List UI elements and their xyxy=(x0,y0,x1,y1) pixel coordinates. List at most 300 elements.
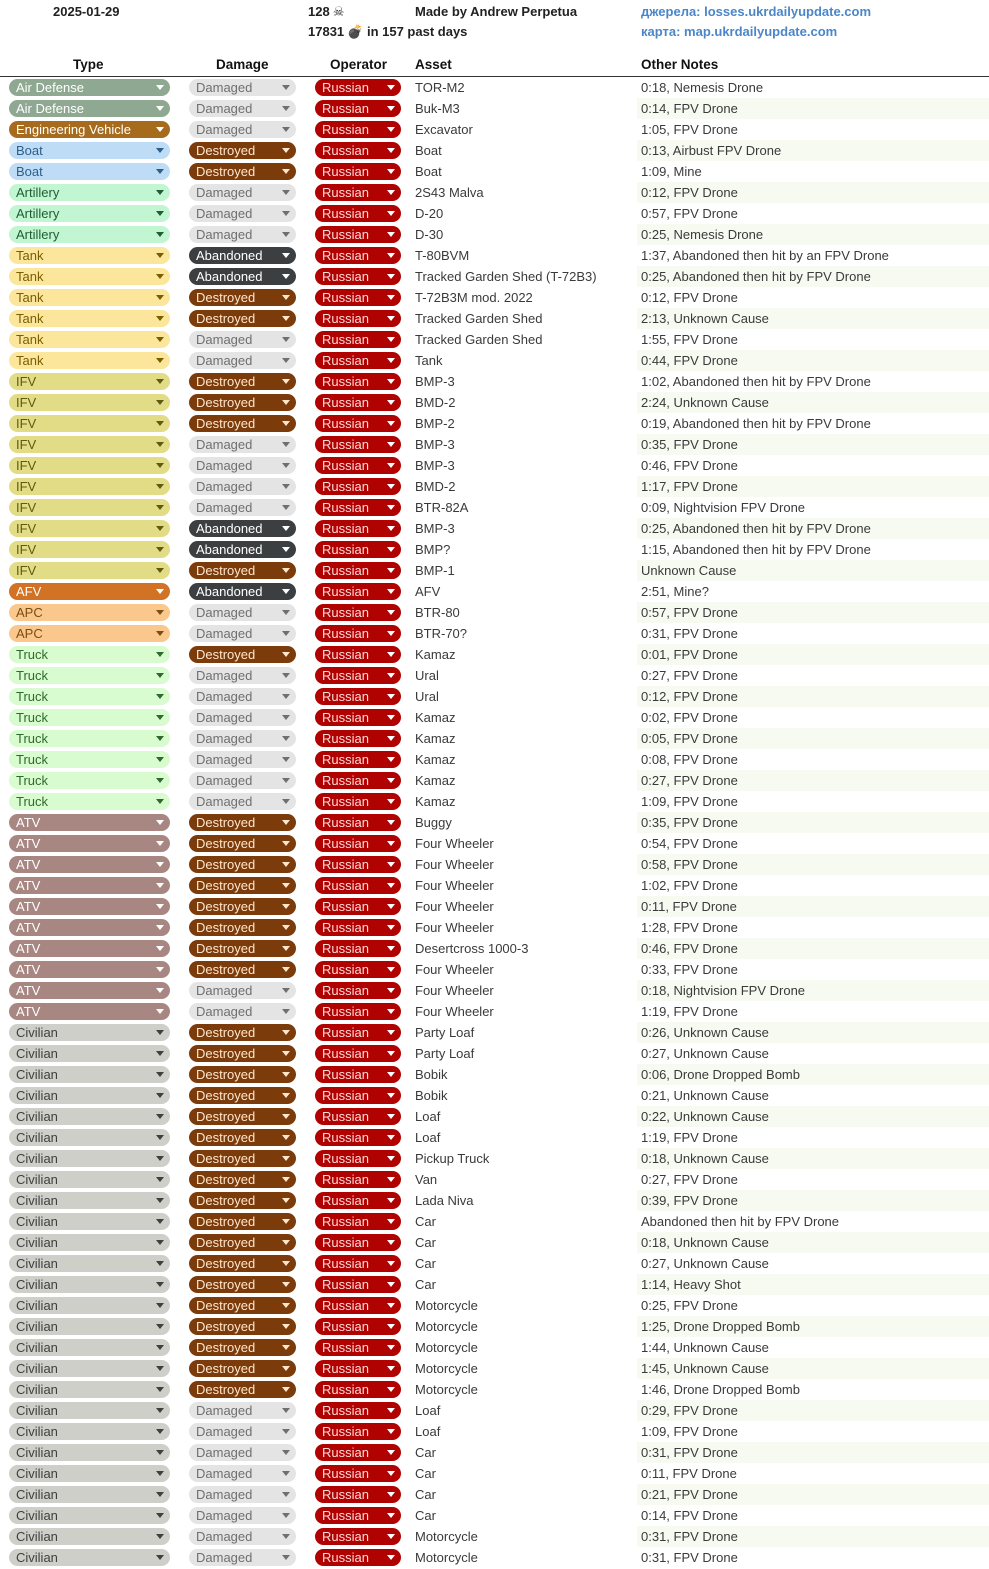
type-dropdown[interactable] xyxy=(9,100,170,117)
operator-dropdown[interactable] xyxy=(315,79,401,96)
damage-dropdown[interactable] xyxy=(189,793,296,810)
notes-cell[interactable]: Abandoned then hit by FPV Drone xyxy=(641,1214,840,1229)
operator-dropdown[interactable] xyxy=(315,1045,401,1062)
notes-cell[interactable]: 1:09, Mine xyxy=(641,164,702,179)
asset-cell[interactable]: Four Wheeler xyxy=(415,899,494,914)
type-dropdown[interactable] xyxy=(9,121,170,138)
notes-cell[interactable]: 0:25, Abandoned then hit by FPV Drone xyxy=(641,521,871,536)
notes-cell[interactable]: 1:28, FPV Drone xyxy=(641,920,738,935)
asset-cell[interactable]: Motorcycle xyxy=(415,1382,478,1397)
notes-cell[interactable]: 0:27, Unknown Cause xyxy=(641,1256,769,1271)
operator-dropdown[interactable] xyxy=(315,751,401,768)
operator-dropdown[interactable] xyxy=(315,457,401,474)
damage-dropdown[interactable] xyxy=(189,1444,296,1461)
type-dropdown[interactable] xyxy=(9,1066,170,1083)
asset-cell[interactable]: Tank xyxy=(415,353,443,368)
asset-cell[interactable]: Car xyxy=(415,1445,436,1460)
damage-dropdown[interactable] xyxy=(189,499,296,516)
damage-dropdown[interactable] xyxy=(189,604,296,621)
damage-dropdown[interactable] xyxy=(189,1129,296,1146)
operator-dropdown[interactable] xyxy=(315,436,401,453)
notes-cell[interactable]: 1:44, Unknown Cause xyxy=(641,1340,769,1355)
type-dropdown[interactable] xyxy=(9,814,170,831)
notes-cell[interactable]: 1:02, FPV Drone xyxy=(641,878,738,893)
type-dropdown[interactable] xyxy=(9,1003,170,1020)
asset-cell[interactable]: Loaf xyxy=(415,1130,441,1145)
notes-cell[interactable]: 0:02, FPV Drone xyxy=(641,710,738,725)
type-dropdown[interactable] xyxy=(9,373,170,390)
sources-link[interactable]: джерела: losses.ukrdailyupdate.com xyxy=(641,4,872,19)
operator-dropdown[interactable] xyxy=(315,247,401,264)
operator-dropdown[interactable] xyxy=(315,877,401,894)
operator-dropdown[interactable] xyxy=(315,1129,401,1146)
asset-cell[interactable]: Four Wheeler xyxy=(415,857,494,872)
notes-cell[interactable]: 0:54, FPV Drone xyxy=(641,836,738,851)
column-header-notes[interactable]: Other Notes xyxy=(641,57,719,72)
type-dropdown[interactable] xyxy=(9,541,170,558)
asset-cell[interactable]: Car xyxy=(415,1466,436,1481)
notes-cell[interactable]: 0:46, FPV Drone xyxy=(641,458,738,473)
type-dropdown[interactable] xyxy=(9,1255,170,1272)
column-header-damage[interactable]: Damage xyxy=(216,57,269,72)
operator-dropdown[interactable] xyxy=(315,982,401,999)
notes-cell[interactable]: 0:12, FPV Drone xyxy=(641,290,738,305)
type-dropdown[interactable] xyxy=(9,499,170,516)
notes-cell[interactable]: 1:55, FPV Drone xyxy=(641,332,738,347)
asset-cell[interactable]: Car xyxy=(415,1214,436,1229)
asset-cell[interactable]: Desertcross 1000-3 xyxy=(415,941,529,956)
asset-cell[interactable]: Kamaz xyxy=(415,731,456,746)
notes-cell[interactable]: 1:05, FPV Drone xyxy=(641,122,738,137)
operator-dropdown[interactable] xyxy=(315,1549,401,1566)
asset-cell[interactable]: Tracked Garden Shed xyxy=(415,332,543,347)
type-dropdown[interactable] xyxy=(9,646,170,663)
asset-cell[interactable]: Four Wheeler xyxy=(415,962,494,977)
asset-cell[interactable]: TOR-M2 xyxy=(415,80,465,95)
type-dropdown[interactable] xyxy=(9,1339,170,1356)
notes-cell[interactable]: 1:09, FPV Drone xyxy=(641,1424,738,1439)
asset-cell[interactable]: Tracked Garden Shed xyxy=(415,311,543,326)
operator-dropdown[interactable] xyxy=(315,1297,401,1314)
operator-dropdown[interactable] xyxy=(315,1276,401,1293)
notes-cell[interactable]: 0:12, FPV Drone xyxy=(641,689,738,704)
type-dropdown[interactable] xyxy=(9,1087,170,1104)
damage-dropdown[interactable] xyxy=(189,79,296,96)
damage-dropdown[interactable] xyxy=(189,457,296,474)
operator-dropdown[interactable] xyxy=(315,1507,401,1524)
damage-dropdown[interactable] xyxy=(189,184,296,201)
notes-cell[interactable]: 1:09, FPV Drone xyxy=(641,794,738,809)
damage-dropdown[interactable] xyxy=(189,1276,296,1293)
damage-dropdown[interactable] xyxy=(189,142,296,159)
asset-cell[interactable]: Car xyxy=(415,1235,436,1250)
damage-dropdown[interactable] xyxy=(189,688,296,705)
operator-dropdown[interactable] xyxy=(315,856,401,873)
notes-cell[interactable]: 1:19, FPV Drone xyxy=(641,1130,738,1145)
type-dropdown[interactable] xyxy=(9,1444,170,1461)
operator-dropdown[interactable] xyxy=(315,1066,401,1083)
type-dropdown[interactable] xyxy=(9,982,170,999)
damage-dropdown[interactable] xyxy=(189,1171,296,1188)
damage-dropdown[interactable] xyxy=(189,541,296,558)
damage-dropdown[interactable] xyxy=(189,1150,296,1167)
operator-dropdown[interactable] xyxy=(315,1402,401,1419)
operator-dropdown[interactable] xyxy=(315,205,401,222)
operator-dropdown[interactable] xyxy=(315,142,401,159)
asset-cell[interactable]: BMP-3 xyxy=(415,437,455,452)
asset-cell[interactable]: BTR-80 xyxy=(415,605,460,620)
type-dropdown[interactable] xyxy=(9,520,170,537)
type-dropdown[interactable] xyxy=(9,1549,170,1566)
asset-cell[interactable]: Loaf xyxy=(415,1109,441,1124)
type-dropdown[interactable] xyxy=(9,79,170,96)
notes-cell[interactable]: 0:29, FPV Drone xyxy=(641,1403,738,1418)
operator-dropdown[interactable] xyxy=(315,541,401,558)
notes-cell[interactable]: 0:13, Airbust FPV Drone xyxy=(641,143,782,158)
notes-cell[interactable]: 0:21, FPV Drone xyxy=(641,1487,738,1502)
asset-cell[interactable]: Kamaz xyxy=(415,794,456,809)
operator-dropdown[interactable] xyxy=(315,121,401,138)
asset-cell[interactable]: D-20 xyxy=(415,206,444,221)
notes-cell[interactable]: 0:25, Abandoned then hit by FPV Drone xyxy=(641,269,871,284)
operator-dropdown[interactable] xyxy=(315,1381,401,1398)
type-dropdown[interactable] xyxy=(9,1024,170,1041)
damage-dropdown[interactable] xyxy=(189,1528,296,1545)
damage-dropdown[interactable] xyxy=(189,856,296,873)
notes-cell[interactable]: 0:22, Unknown Cause xyxy=(641,1109,769,1124)
type-dropdown[interactable] xyxy=(9,1381,170,1398)
operator-dropdown[interactable] xyxy=(315,814,401,831)
type-dropdown[interactable] xyxy=(9,667,170,684)
type-dropdown[interactable] xyxy=(9,919,170,936)
operator-dropdown[interactable] xyxy=(315,1255,401,1272)
notes-cell[interactable]: 0:57, FPV Drone xyxy=(641,206,738,221)
type-dropdown[interactable] xyxy=(9,436,170,453)
damage-dropdown[interactable] xyxy=(189,1045,296,1062)
notes-cell[interactable]: 1:02, Abandoned then hit by FPV Drone xyxy=(641,374,871,389)
asset-cell[interactable]: BMP-2 xyxy=(415,416,455,431)
damage-dropdown[interactable] xyxy=(189,1507,296,1524)
notes-cell[interactable]: 2:51, Mine? xyxy=(641,584,709,599)
damage-dropdown[interactable] xyxy=(189,1192,296,1209)
type-dropdown[interactable] xyxy=(9,1360,170,1377)
notes-cell[interactable]: 0:11, FPV Drone xyxy=(641,1466,737,1481)
operator-dropdown[interactable] xyxy=(315,520,401,537)
operator-dropdown[interactable] xyxy=(315,688,401,705)
damage-dropdown[interactable] xyxy=(189,1339,296,1356)
asset-cell[interactable]: Bobik xyxy=(415,1067,448,1082)
operator-dropdown[interactable] xyxy=(315,415,401,432)
damage-dropdown[interactable] xyxy=(189,205,296,222)
damage-dropdown[interactable] xyxy=(189,1234,296,1251)
notes-cell[interactable]: 1:19, FPV Drone xyxy=(641,1004,738,1019)
operator-dropdown[interactable] xyxy=(315,919,401,936)
asset-cell[interactable]: Car xyxy=(415,1256,436,1271)
damage-dropdown[interactable] xyxy=(189,436,296,453)
operator-dropdown[interactable] xyxy=(315,793,401,810)
notes-cell[interactable]: 0:31, FPV Drone xyxy=(641,626,738,641)
damage-dropdown[interactable] xyxy=(189,247,296,264)
damage-dropdown[interactable] xyxy=(189,835,296,852)
asset-cell[interactable]: Kamaz xyxy=(415,752,456,767)
asset-cell[interactable]: Party Loaf xyxy=(415,1025,475,1040)
notes-cell[interactable]: 1:14, Heavy Shot xyxy=(641,1277,741,1292)
damage-dropdown[interactable] xyxy=(189,1360,296,1377)
damage-dropdown[interactable] xyxy=(189,667,296,684)
asset-cell[interactable]: Pickup Truck xyxy=(415,1151,490,1166)
operator-dropdown[interactable] xyxy=(315,940,401,957)
asset-cell[interactable]: Four Wheeler xyxy=(415,836,494,851)
damage-dropdown[interactable] xyxy=(189,394,296,411)
operator-dropdown[interactable] xyxy=(315,583,401,600)
asset-cell[interactable]: BMD-2 xyxy=(415,479,456,494)
asset-cell[interactable]: Four Wheeler xyxy=(415,878,494,893)
asset-cell[interactable]: Motorcycle xyxy=(415,1361,478,1376)
asset-cell[interactable]: AFV xyxy=(415,584,441,599)
notes-cell[interactable]: 0:12, FPV Drone xyxy=(641,185,738,200)
damage-dropdown[interactable] xyxy=(189,982,296,999)
type-dropdown[interactable] xyxy=(9,1108,170,1125)
operator-dropdown[interactable] xyxy=(315,163,401,180)
operator-dropdown[interactable] xyxy=(315,646,401,663)
asset-cell[interactable]: Four Wheeler xyxy=(415,1004,494,1019)
damage-dropdown[interactable] xyxy=(189,709,296,726)
type-dropdown[interactable] xyxy=(9,331,170,348)
notes-cell[interactable]: 0:57, FPV Drone xyxy=(641,605,738,620)
operator-dropdown[interactable] xyxy=(315,1339,401,1356)
damage-dropdown[interactable] xyxy=(189,583,296,600)
notes-cell[interactable]: 0:35, FPV Drone xyxy=(641,815,738,830)
notes-cell[interactable]: 0:35, FPV Drone xyxy=(641,437,738,452)
type-dropdown[interactable] xyxy=(9,604,170,621)
asset-cell[interactable]: Car xyxy=(415,1487,436,1502)
notes-cell[interactable]: 0:46, FPV Drone xyxy=(641,941,738,956)
damage-dropdown[interactable] xyxy=(189,961,296,978)
type-dropdown[interactable] xyxy=(9,352,170,369)
operator-dropdown[interactable] xyxy=(315,1024,401,1041)
asset-cell[interactable]: Party Loaf xyxy=(415,1046,475,1061)
type-dropdown[interactable] xyxy=(9,583,170,600)
asset-cell[interactable]: Boat xyxy=(415,143,442,158)
operator-dropdown[interactable] xyxy=(315,352,401,369)
type-dropdown[interactable] xyxy=(9,772,170,789)
asset-cell[interactable]: BMP-3 xyxy=(415,374,455,389)
damage-dropdown[interactable] xyxy=(189,1213,296,1230)
operator-dropdown[interactable] xyxy=(315,1444,401,1461)
damage-dropdown[interactable] xyxy=(189,1087,296,1104)
notes-cell[interactable]: 0:09, Nightvision FPV Drone xyxy=(641,500,806,515)
asset-cell[interactable]: Lada Niva xyxy=(415,1193,474,1208)
asset-cell[interactable]: Car xyxy=(415,1508,436,1523)
type-dropdown[interactable] xyxy=(9,793,170,810)
notes-cell[interactable]: 0:11, FPV Drone xyxy=(641,899,737,914)
operator-dropdown[interactable] xyxy=(315,667,401,684)
damage-dropdown[interactable] xyxy=(189,1486,296,1503)
operator-dropdown[interactable] xyxy=(315,226,401,243)
asset-cell[interactable]: Motorcycle xyxy=(415,1550,478,1565)
notes-cell[interactable]: 1:25, Drone Dropped Bomb xyxy=(641,1319,800,1334)
map-link[interactable]: карта: map.ukrdailyupdate.com xyxy=(641,24,838,39)
type-dropdown[interactable] xyxy=(9,961,170,978)
notes-cell[interactable]: 0:06, Drone Dropped Bomb xyxy=(641,1067,800,1082)
asset-cell[interactable]: BMP-3 xyxy=(415,458,455,473)
type-dropdown[interactable] xyxy=(9,856,170,873)
asset-cell[interactable]: Kamaz xyxy=(415,647,456,662)
type-dropdown[interactable] xyxy=(9,163,170,180)
damage-dropdown[interactable] xyxy=(189,1465,296,1482)
damage-dropdown[interactable] xyxy=(189,1108,296,1125)
damage-dropdown[interactable] xyxy=(189,478,296,495)
notes-cell[interactable]: 0:21, Unknown Cause xyxy=(641,1088,769,1103)
damage-dropdown[interactable] xyxy=(189,1066,296,1083)
operator-dropdown[interactable] xyxy=(315,1003,401,1020)
type-dropdown[interactable] xyxy=(9,1192,170,1209)
notes-cell[interactable]: 1:46, Drone Dropped Bomb xyxy=(641,1382,800,1397)
operator-dropdown[interactable] xyxy=(315,1465,401,1482)
type-dropdown[interactable] xyxy=(9,709,170,726)
asset-cell[interactable]: Boat xyxy=(415,164,442,179)
type-dropdown[interactable] xyxy=(9,1528,170,1545)
notes-cell[interactable]: 0:25, FPV Drone xyxy=(641,1298,738,1313)
damage-dropdown[interactable] xyxy=(189,1255,296,1272)
asset-cell[interactable]: Four Wheeler xyxy=(415,983,494,998)
asset-cell[interactable]: BMP-1 xyxy=(415,563,455,578)
operator-dropdown[interactable] xyxy=(315,709,401,726)
damage-dropdown[interactable] xyxy=(189,1024,296,1041)
notes-cell[interactable]: 0:31, FPV Drone xyxy=(641,1550,738,1565)
column-header-asset[interactable]: Asset xyxy=(415,57,452,72)
asset-cell[interactable]: BMP-3 xyxy=(415,521,455,536)
operator-dropdown[interactable] xyxy=(315,100,401,117)
damage-dropdown[interactable] xyxy=(189,919,296,936)
asset-cell[interactable]: D-30 xyxy=(415,227,444,242)
damage-dropdown[interactable] xyxy=(189,163,296,180)
type-dropdown[interactable] xyxy=(9,625,170,642)
type-dropdown[interactable] xyxy=(9,205,170,222)
damage-dropdown[interactable] xyxy=(189,814,296,831)
asset-cell[interactable]: T-72B3M mod. 2022 xyxy=(415,290,533,305)
operator-dropdown[interactable] xyxy=(315,1423,401,1440)
damage-dropdown[interactable] xyxy=(189,520,296,537)
notes-cell[interactable]: 0:58, FPV Drone xyxy=(641,857,738,872)
type-dropdown[interactable] xyxy=(9,1507,170,1524)
operator-dropdown[interactable] xyxy=(315,1150,401,1167)
type-dropdown[interactable] xyxy=(9,1150,170,1167)
damage-dropdown[interactable] xyxy=(189,751,296,768)
notes-cell[interactable]: 0:31, FPV Drone xyxy=(641,1529,738,1544)
damage-dropdown[interactable] xyxy=(189,772,296,789)
type-dropdown[interactable] xyxy=(9,751,170,768)
asset-cell[interactable]: T-80BVM xyxy=(415,248,470,263)
damage-dropdown[interactable] xyxy=(189,373,296,390)
type-dropdown[interactable] xyxy=(9,394,170,411)
asset-cell[interactable]: BTR-70? xyxy=(415,626,468,641)
asset-cell[interactable]: Loaf xyxy=(415,1424,441,1439)
type-dropdown[interactable] xyxy=(9,1234,170,1251)
damage-dropdown[interactable] xyxy=(189,1423,296,1440)
type-dropdown[interactable] xyxy=(9,184,170,201)
asset-cell[interactable]: Ural xyxy=(415,689,439,704)
damage-dropdown[interactable] xyxy=(189,226,296,243)
damage-dropdown[interactable] xyxy=(189,289,296,306)
notes-cell[interactable]: 2:13, Unknown Cause xyxy=(641,311,769,326)
asset-cell[interactable]: Motorcycle xyxy=(415,1340,478,1355)
type-dropdown[interactable] xyxy=(9,1465,170,1482)
asset-cell[interactable]: Motorcycle xyxy=(415,1319,478,1334)
operator-dropdown[interactable] xyxy=(315,730,401,747)
type-dropdown[interactable] xyxy=(9,478,170,495)
asset-cell[interactable]: Buk-M3 xyxy=(415,101,460,116)
operator-dropdown[interactable] xyxy=(315,1192,401,1209)
notes-cell[interactable]: 0:31, FPV Drone xyxy=(641,1445,738,1460)
operator-dropdown[interactable] xyxy=(315,268,401,285)
type-dropdown[interactable] xyxy=(9,1213,170,1230)
asset-cell[interactable]: Motorcycle xyxy=(415,1529,478,1544)
type-dropdown[interactable] xyxy=(9,688,170,705)
asset-cell[interactable]: BMP? xyxy=(415,542,451,557)
asset-cell[interactable]: Bobik xyxy=(415,1088,448,1103)
type-dropdown[interactable] xyxy=(9,1318,170,1335)
type-dropdown[interactable] xyxy=(9,1129,170,1146)
operator-dropdown[interactable] xyxy=(315,373,401,390)
operator-dropdown[interactable] xyxy=(315,835,401,852)
type-dropdown[interactable] xyxy=(9,289,170,306)
asset-cell[interactable]: Excavator xyxy=(415,122,473,137)
damage-dropdown[interactable] xyxy=(189,415,296,432)
operator-dropdown[interactable] xyxy=(315,604,401,621)
type-dropdown[interactable] xyxy=(9,268,170,285)
notes-cell[interactable]: 0:01, FPV Drone xyxy=(641,647,738,662)
notes-cell[interactable]: 0:18, Nightvision FPV Drone xyxy=(641,983,806,998)
damage-dropdown[interactable] xyxy=(189,1549,296,1566)
notes-cell[interactable]: 0:19, Abandoned then hit by FPV Drone xyxy=(641,416,871,431)
damage-dropdown[interactable] xyxy=(189,1381,296,1398)
damage-dropdown[interactable] xyxy=(189,100,296,117)
type-dropdown[interactable] xyxy=(9,940,170,957)
type-dropdown[interactable] xyxy=(9,877,170,894)
damage-dropdown[interactable] xyxy=(189,730,296,747)
operator-dropdown[interactable] xyxy=(315,331,401,348)
operator-dropdown[interactable] xyxy=(315,310,401,327)
operator-dropdown[interactable] xyxy=(315,184,401,201)
asset-cell[interactable]: 2S43 Malva xyxy=(415,185,484,200)
operator-dropdown[interactable] xyxy=(315,1234,401,1251)
notes-cell[interactable]: 0:14, FPV Drone xyxy=(641,1508,738,1523)
type-dropdown[interactable] xyxy=(9,1297,170,1314)
operator-dropdown[interactable] xyxy=(315,1486,401,1503)
operator-dropdown[interactable] xyxy=(315,898,401,915)
type-dropdown[interactable] xyxy=(9,1276,170,1293)
operator-dropdown[interactable] xyxy=(315,562,401,579)
notes-cell[interactable]: 0:18, Unknown Cause xyxy=(641,1235,769,1250)
type-dropdown[interactable] xyxy=(9,1486,170,1503)
type-dropdown[interactable] xyxy=(9,226,170,243)
notes-cell[interactable]: 0:05, FPV Drone xyxy=(641,731,738,746)
operator-dropdown[interactable] xyxy=(315,499,401,516)
notes-cell[interactable]: 1:37, Abandoned then hit by an FPV Drone xyxy=(641,248,889,263)
asset-cell[interactable]: Ural xyxy=(415,668,439,683)
notes-cell[interactable]: 0:44, FPV Drone xyxy=(641,353,738,368)
notes-cell[interactable]: 0:25, Nemesis Drone xyxy=(641,227,764,242)
operator-dropdown[interactable] xyxy=(315,1318,401,1335)
damage-dropdown[interactable] xyxy=(189,1318,296,1335)
damage-dropdown[interactable] xyxy=(189,877,296,894)
operator-dropdown[interactable] xyxy=(315,1213,401,1230)
notes-cell[interactable]: 0:39, FPV Drone xyxy=(641,1193,738,1208)
column-header-type[interactable]: Type xyxy=(73,57,104,72)
notes-cell[interactable]: 0:27, FPV Drone xyxy=(641,668,738,683)
operator-dropdown[interactable] xyxy=(315,1528,401,1545)
